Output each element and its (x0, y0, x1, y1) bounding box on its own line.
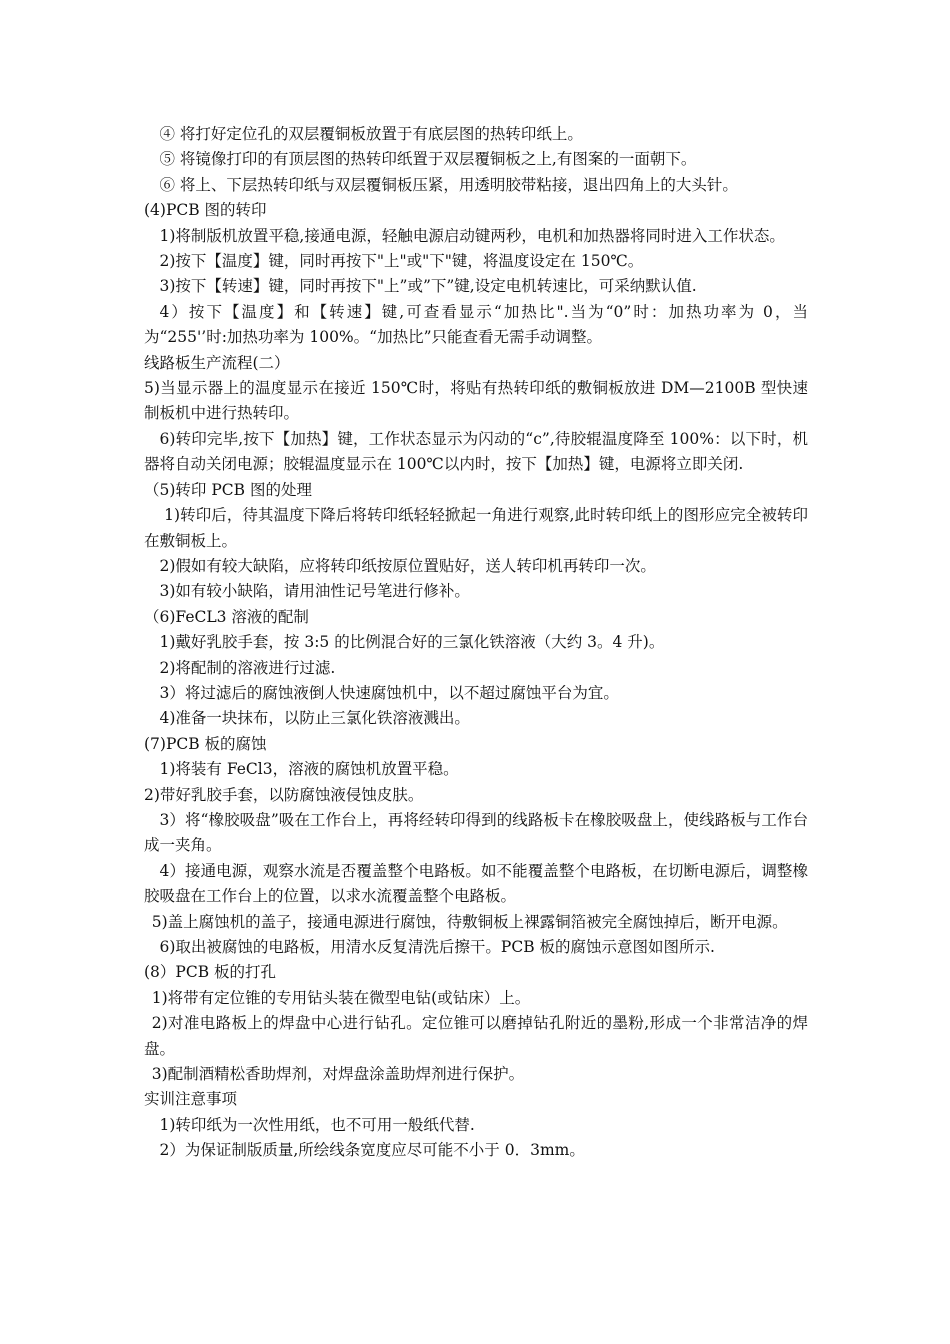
paragraph: （5)转印 PCB 图的处理 (144, 480, 312, 499)
paragraph: 4）接通电源，观察水流是否覆盖整个电路板。如不能覆盖整个电路板，在切断电源后，调整橡胶吸盘在工作台上的位置，以求水流覆盖整个电路板。 (144, 861, 808, 906)
paragraph: ⑤ 将镜像打印的有顶层图的热转印纸置于双层覆铜板之上,有图案的一面朝下。 (159, 150, 697, 169)
paragraph: 3)按下【转速】键，同时再按下"上”或”下”键,设定电机转速比，可采纳默认值. (159, 277, 697, 296)
paragraph: 1)转印后，待其温度下降后将转印纸轻轻掀起一角进行观察,此时转印纸上的图形应完全被转印在敷铜板上。 (144, 506, 808, 550)
document-body (144, 122, 808, 1164)
paragraph: 2)假如有较大缺陷，应将转印纸按原位置贴好，送人转印机再转印一次。 (159, 556, 656, 575)
paragraph: (8）PCB 板的打孔 (144, 963, 277, 982)
paragraph: 3）将“橡胶吸盘”吸在工作台上，再将经转印得到的线路板卡在橡胶吸盘上，使线路板与工作台成一夹角。 (144, 810, 808, 855)
paragraph: 6)转印完毕,按下【加热】键，工作状态显示为闪动的“c”,待胶辊温度降至 100%：以下时，机器将自动关闭电源；胶辊温度显示在 100℃以内时，按下【加热】键，电源将立即关闭. (144, 429, 808, 474)
paragraph: 1)转印纸为一次性用纸，也不可用一般纸代替. (159, 1115, 475, 1134)
paragraph: 2)按下【温度】键，同时再按下"上"或"下"键，将温度设定在 150℃。 (159, 252, 644, 271)
paragraph: (7)PCB 板的腐蚀 (144, 734, 267, 753)
paragraph: （6)FeCL3 溶液的配制 (144, 607, 309, 626)
paragraph: 2）为保证制版质量,所绘线条宽度应尽可能不小于 0．3mm。 (159, 1141, 585, 1160)
paragraph: 3)配制酒精松香助焊剂，对焊盘涂盖助焊剂进行保护。 (151, 1065, 525, 1084)
paragraph: 3）将过滤后的腐蚀液倒人快速腐蚀机中，以不超过腐蚀平台为宜。 (159, 683, 619, 702)
paragraph: 2)对准电路板上的焊盘中心进行钻孔。定位锥可以磨掉钻孔附近的墨粉,形成一个非常洁净的焊盘。 (144, 1014, 808, 1058)
paragraph: 线路板生产流程(二） (144, 353, 290, 372)
paragraph: 4）按下【温度】和【转速】键,可查看显示“加热比".当为“0”时：加热功率为 0，当为“255'’时:加热功率为 100%。“加热比”只能查看无需手动调整。 (144, 302, 808, 347)
paragraph: 2)将配制的溶液进行过滤. (159, 658, 336, 677)
paragraph: 6)取出被腐蚀的电路板，用清水反复清洗后擦干。PCB 板的腐蚀示意图如图所示. (159, 938, 715, 956)
paragraph: 实训注意事项 (144, 1090, 238, 1109)
paragraph: 5)当显示器上的温度显示在接近 150℃时，将贴有热转印纸的敷铜板放进 DM—2100B 型快速制板机中进行热转印。 (144, 379, 808, 423)
paragraph: 4)准备一块抹布，以防止三氯化铁溶液溅出。 (159, 709, 470, 728)
paragraph: 2)带好乳胶手套，以防腐蚀液侵蚀皮肤。 (144, 785, 424, 804)
paragraph: 1)将制版机放置平稳,接通电源，轻触电源启动键两秒，电机和加热器将同时进入工作状态。 (159, 226, 785, 245)
paragraph: ⑥ 将上、下层热转印纸与双层覆铜板压紧，用透明胶带粘接，退出四角上的大头针。 (159, 175, 738, 194)
paragraph: (4)PCB 图的转印 (144, 201, 267, 220)
paragraph: 1)将带有定位锥的专用钻头装在微型电钻(或钻床）上。 (151, 988, 531, 1007)
paragraph: 1)将装有 FeCl3，溶液的腐蚀机放置平稳。 (159, 760, 459, 779)
paragraph: 3)如有较小缺陷，请用油性记号笔进行修补。 (159, 582, 470, 601)
paragraph: ④ 将打好定位孔的双层覆铜板放置于有底层图的热转印纸上。 (159, 125, 583, 143)
paragraph: 1)戴好乳胶手套，按 3:5 的比例混合好的三氯化铁溶液（大约 3。4 升)。 (159, 633, 665, 652)
paragraph: 5)盖上腐蚀机的盖子，接通电源进行腐蚀，待敷铜板上裸露铜箔被完全腐蚀掉后，断开电源。 (151, 912, 788, 931)
